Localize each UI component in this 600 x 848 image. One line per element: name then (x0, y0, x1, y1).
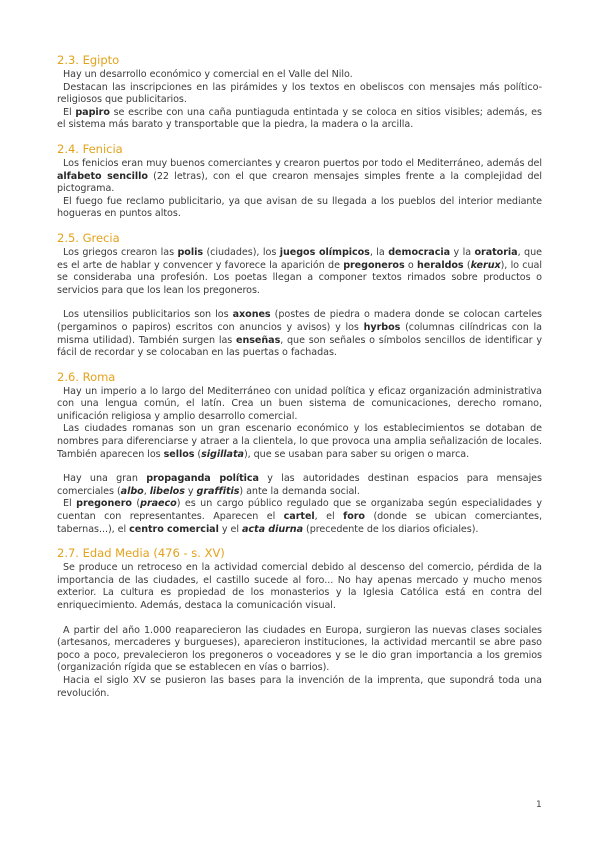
bold-term: sellos (163, 448, 195, 460)
bold-term: alfabeto sencillo (57, 170, 148, 182)
text-run: Destacan las inscripciones en las pirámides y los textos en obeliscos con mensajes más político-religiosos que publicitarios. (57, 81, 542, 106)
paragraph (57, 107, 542, 132)
bold-term: democracia (388, 246, 451, 258)
bold-term: pregonero (76, 498, 132, 510)
section (57, 370, 542, 537)
bold-term: polis (177, 246, 203, 258)
bold-term (471, 260, 501, 271)
text-run: , que es el arte de hablar y convencer y favorece la aparición de (57, 246, 542, 271)
text-run: y (184, 485, 197, 497)
emphasis-term: libelos (149, 485, 185, 497)
paragraph (57, 498, 542, 536)
text-run: El fuego fue reclamo publicitario, ya que avisan de su llegada a los pueblos del interior mediante hogueras en puntos altos. (57, 195, 542, 220)
bold-term (242, 524, 303, 535)
text-run: o (404, 259, 417, 271)
text-run: ) es un cargo público regulado que se organizaba según especialidades y cuentan con representantes. Aparecen el (57, 498, 542, 523)
paragraph (57, 196, 542, 221)
bold-term: enseñas (236, 334, 281, 346)
paragraph (57, 247, 542, 297)
emphasis-term: acta diurna (241, 523, 304, 535)
text-run: ), lo cual se consideraba una profesión. Los poetas llegan a componer textos rimados sobre productos o servicios para que los lean los pregoneros. (57, 259, 542, 296)
bold-term (121, 486, 144, 497)
text-run: (22 letras), con el que crearon mensajes simples frente a la complejidad del pictograma. (57, 170, 542, 195)
emphasis-term: graffitis (196, 485, 240, 497)
text-run: se escribe con una caña puntiaguda entintada y se coloca en sitios visibles; además, es el sistema más barato y transportable que la piedra, la madera o la arcilla. (57, 106, 542, 131)
bold-term: papiro (75, 106, 110, 118)
paragraph (57, 309, 542, 359)
text-run: (postes de piedra o madera donde se colocan carteles (pergaminos o papiros) escritos con anuncios y avisos) y los (57, 309, 542, 333)
emphasis-term: sigillata (201, 448, 244, 460)
bold-term (140, 498, 177, 509)
text-run: Las ciudades romanas son un gran escenario económico y los establecimientos se dotaban de nombres para diferenciarse y atraer a la clientela, lo que provoca una amplia señalización de locales. También aparecen los (57, 423, 542, 460)
text-run: ( (131, 498, 141, 510)
text-run: y la (450, 246, 475, 258)
text-run: ( (463, 259, 471, 271)
bold-term: axones (232, 309, 271, 321)
text-run: Hay un imperio a lo largo del Mediterráneo con unidad política y eficaz organización administrativa con una lengua común, el latín. Crea un buen sistema de comunicaciones, derecho romano, unificación religiosa y amplio desarrollo comercial. (57, 385, 542, 422)
bold-term: oratoria (474, 246, 518, 258)
emphasis-term: praeco (140, 498, 177, 510)
paragraph (57, 386, 542, 424)
section-heading: 2.3. Egipto (57, 53, 120, 67)
text-run: El (63, 106, 76, 118)
paragraph (57, 82, 542, 107)
text-run: , el (314, 511, 344, 523)
section (57, 142, 542, 221)
section-heading: 2.6. Roma (57, 369, 116, 384)
text-run: y el (218, 523, 242, 535)
section (57, 53, 542, 132)
paragraph (57, 562, 542, 612)
text-run: (precedente de los diarios oficiales). (303, 523, 479, 535)
emphasis-term: kerux (470, 259, 501, 271)
emphasis-term: albo (120, 485, 144, 497)
paragraph (57, 625, 542, 675)
text-run: ) ante la demanda social. (239, 485, 360, 497)
text-run: Los griegos crearon las (63, 246, 178, 258)
text-run: Hacia el siglo XV se pusieron las bases para la invención de la imprenta, que supondrá toda una revolución. (57, 674, 542, 699)
section (57, 546, 542, 700)
paragraph-spacer (57, 297, 542, 309)
text-run: Se produce un retroceso en la actividad comercial debido al descenso del comercio, pérdida de la importancia de las ciudades, el castillo sucede al foro... No hay apenas mercado y mucho menos exterior. La cultura es propiedad de los monasterios y la Iglesia Católica está en contra del enriquecimiento. Además, destaca la comunicación visual. (57, 562, 542, 611)
text-run: , que son señales o símbolos sencillos de identificar y fácil de recordar y se colocaban en las puertas o fachadas. (57, 334, 542, 359)
bold-term (197, 486, 240, 497)
section-heading: 2.7. Edad Media (476 - s. XV) (57, 546, 225, 561)
text-run: , la (369, 246, 389, 258)
bold-term: pregoneros (343, 259, 405, 271)
text-run: ( (194, 448, 202, 460)
bold-term: foro (343, 511, 365, 523)
paragraph (57, 69, 542, 82)
section-heading: 2.4. Fenicia (57, 141, 123, 156)
bold-term: cartel (283, 511, 315, 523)
bold-term: hyrbos (363, 321, 401, 333)
paragraph (57, 675, 542, 700)
bold-term: heraldos (416, 259, 464, 271)
bold-term (150, 486, 185, 497)
text-run: (ciudades), los (202, 246, 280, 258)
bold-term: propaganda política (146, 473, 259, 485)
paragraph-spacer (57, 613, 542, 625)
text-run: El (63, 498, 77, 510)
text-run: Hay un desarrollo económico y comercial en el Valle del Nilo. (63, 69, 353, 80)
section-heading: 2.5. Grecia (57, 230, 120, 245)
paragraph (57, 158, 542, 196)
text-run: y las autoridades destinan espacios para mensajes comerciales ( (57, 473, 542, 497)
text-run: Los utensilios publicitarios son los (63, 309, 233, 321)
text-run: Hay una gran (63, 473, 147, 485)
text-run: (columnas cilíndricas con la misma utilidad). También surgen las (57, 321, 542, 346)
text-run: (donde se ubican comerciantes, tabernas...), el (57, 511, 542, 535)
text-run: A partir del año 1.000 reaparecieron las ciudades en Europa, surgieron las nuevas clases sociales (artesanos, mercaderes y burgueses), aparecieron instituciones, la actividad mercantil se abre paso poco a poco, prevalecieron los pregoneros o voceadores y se le dio gran importancia a los gremios (organización rígida que se establecen en vías o barrios). (57, 624, 542, 674)
document-body (57, 53, 542, 710)
page-number: 1 (536, 800, 542, 810)
bold-term: centro comercial (129, 523, 219, 535)
bold-term: juegos olímpicos (279, 246, 370, 258)
paragraph-spacer (57, 461, 542, 473)
bold-term (201, 449, 244, 460)
paragraph (57, 423, 542, 461)
text-run: , (143, 485, 150, 497)
section (57, 231, 542, 360)
text-run: ), que se usaban para saber su origen o marca. (243, 448, 470, 460)
paragraph (57, 473, 542, 498)
text-run: Los fenicios eran muy buenos comerciantes y crearon puertos por todo el Mediterráneo, además del (63, 157, 542, 169)
